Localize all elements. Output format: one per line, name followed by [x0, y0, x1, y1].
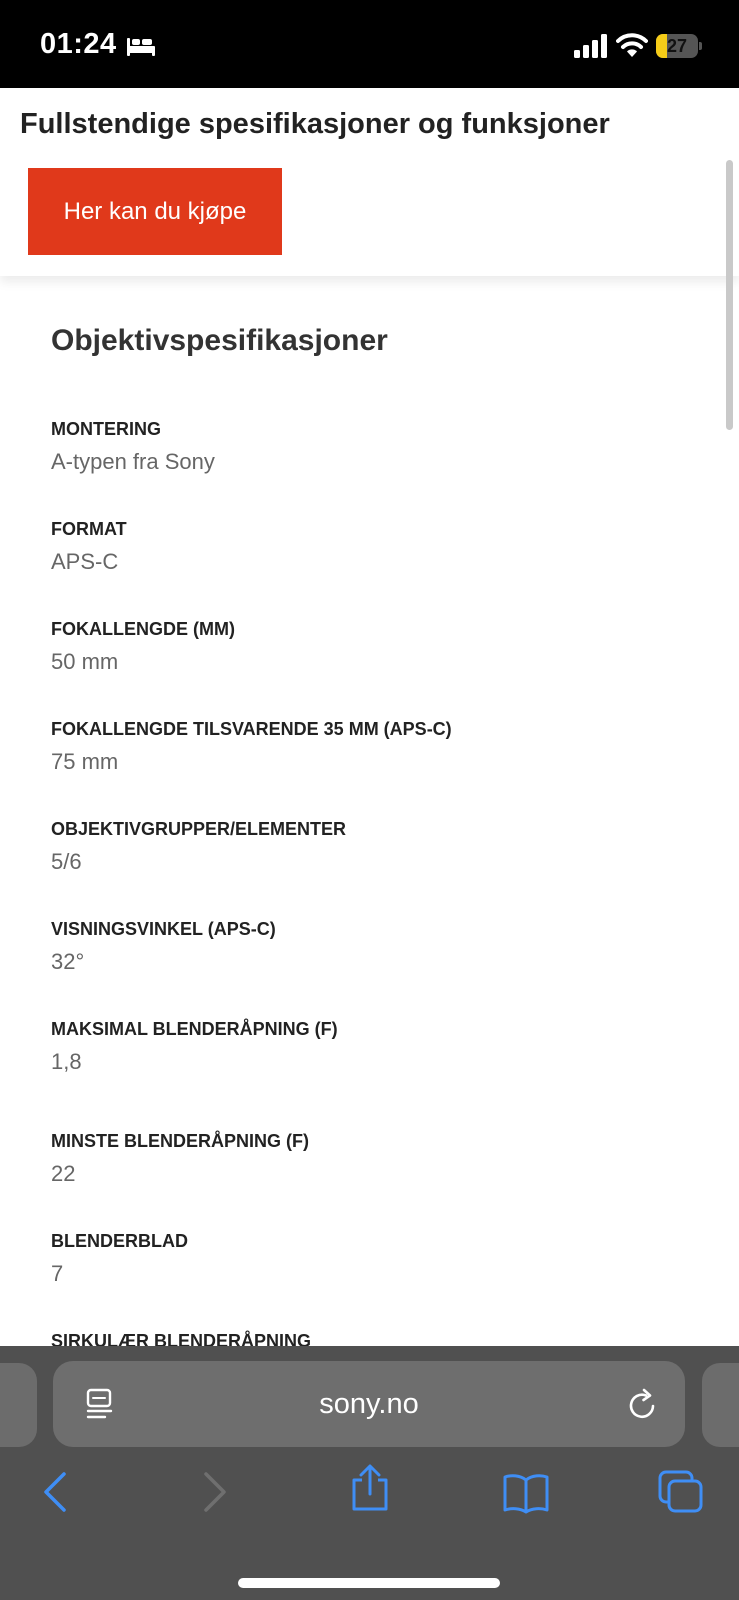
spec-label: SIRKULÆR BLENDERÅPNING [51, 1331, 312, 1346]
share-icon[interactable] [348, 1464, 392, 1512]
spec-item [51, 618, 711, 718]
spec-value: 7 [51, 1261, 64, 1286]
back-icon[interactable] [40, 1470, 70, 1514]
spec-label: MONTERING [51, 419, 161, 439]
spec-value: 1,8 [51, 1049, 82, 1074]
section-title: Objektivspesifikasjoner [51, 324, 388, 357]
spec-item [51, 418, 711, 518]
spec-item [51, 1230, 711, 1330]
spec-list [51, 418, 711, 1346]
spec-item [51, 1130, 711, 1230]
spec-value: APS-C [51, 549, 119, 574]
bed-icon [126, 36, 156, 58]
spec-value: 22 [51, 1161, 76, 1186]
spec-value: 75 mm [51, 749, 119, 774]
status-time: 01:24 [40, 28, 117, 60]
spec-label: MAKSIMAL BLENDERÅPNING (F) [51, 1019, 338, 1039]
next-tab-preview[interactable] [702, 1363, 739, 1447]
previous-tab-preview[interactable] [0, 1363, 37, 1447]
spec-label: VISNINGSVINKEL (APS-C) [51, 919, 276, 939]
reader-icon[interactable] [85, 1388, 117, 1420]
spec-value: 50 mm [51, 649, 119, 674]
spec-item [51, 818, 711, 918]
spec-value: A-typen fra Sony [51, 449, 215, 474]
scrollbar[interactable] [726, 160, 733, 430]
tabs-icon[interactable] [658, 1470, 704, 1514]
buy-button[interactable]: Her kan du kjøpe [28, 168, 282, 255]
bookmarks-icon[interactable] [502, 1472, 550, 1514]
spec-item [51, 518, 711, 618]
battery-icon [656, 34, 702, 58]
reload-icon[interactable] [627, 1387, 659, 1421]
address-bar[interactable] [53, 1361, 685, 1447]
spec-value: 32° [51, 949, 85, 974]
battery-level: 27 [666, 36, 688, 56]
page-title: Fullstendige spesifikasjoner og funksjoner [20, 108, 610, 140]
spec-label: FOKALLENGDE TILSVARENDE 35 MM (APS-C) [51, 719, 452, 739]
spec-item [51, 918, 711, 1018]
signal-icon [573, 34, 607, 58]
spec-label: FOKALLENGDE (MM) [51, 619, 235, 639]
forward-icon[interactable] [200, 1470, 230, 1514]
spec-label: MINSTE BLENDERÅPNING (F) [51, 1131, 309, 1151]
spec-label: BLENDERBLAD [51, 1231, 188, 1251]
spec-item [51, 718, 711, 818]
spec-item [51, 1018, 711, 1130]
web-page[interactable] [0, 88, 739, 1346]
spec-label: OBJEKTIVGRUPPER/ELEMENTER [51, 819, 347, 839]
spec-label: FORMAT [51, 519, 127, 539]
sticky-header [0, 88, 739, 276]
wifi-icon [616, 32, 648, 58]
spec-item [51, 1330, 711, 1346]
url-text[interactable]: sony.no [319, 1388, 419, 1420]
browser-toolbar [0, 1346, 739, 1600]
spec-value: 5/6 [51, 849, 82, 874]
home-indicator[interactable] [238, 1578, 500, 1588]
status-bar [0, 0, 739, 88]
